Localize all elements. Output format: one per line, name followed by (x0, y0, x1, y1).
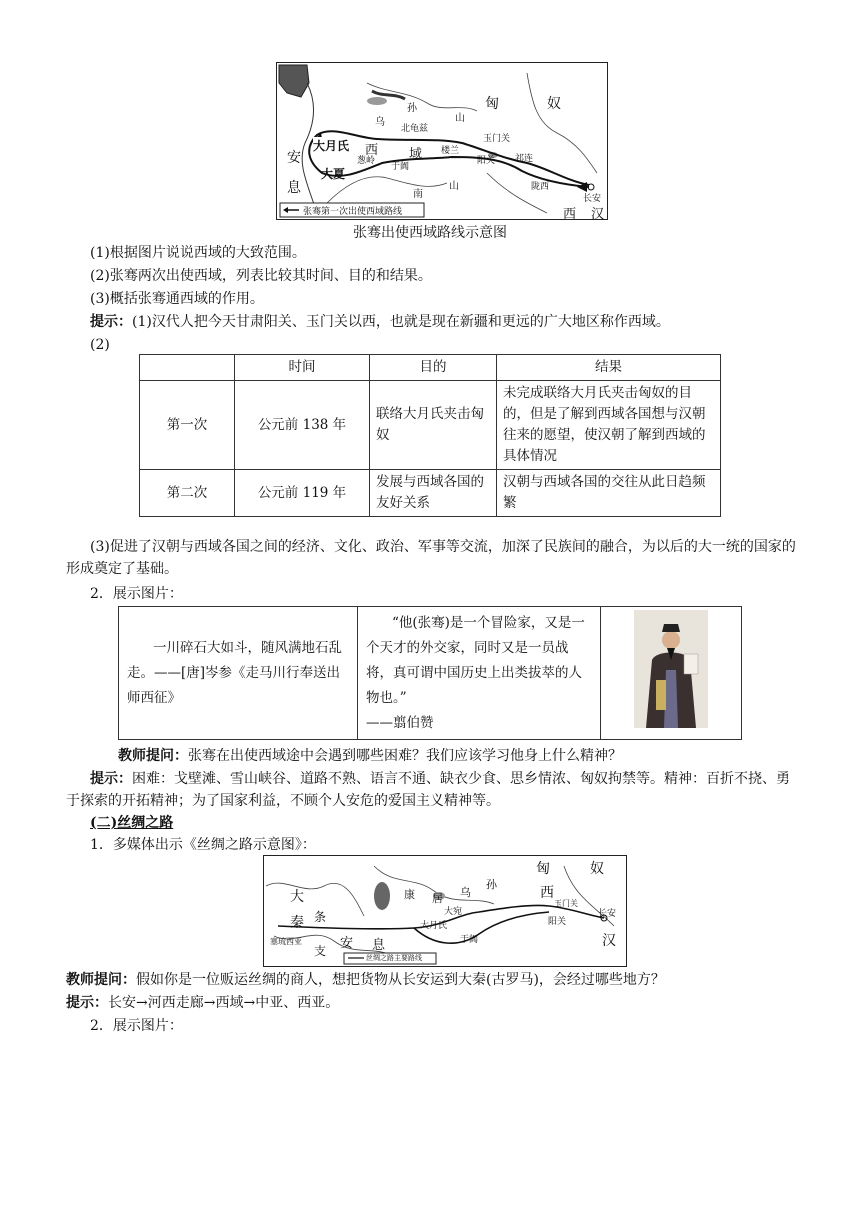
map-label-xiyu: 西 (365, 143, 379, 158)
row-time: 公元前 138 年 (235, 381, 370, 470)
hint-3 (66, 993, 339, 1013)
map-label-wu: 乌 (375, 117, 385, 128)
section-2-heading: 2．展示图片： (90, 586, 183, 602)
hint-2 (66, 768, 796, 812)
map-label-xiongnu-2: 奴 (547, 96, 561, 112)
row-purpose: 联络大月氏夹击匈奴 (370, 381, 497, 470)
map2-label-yumenguan: 玉门关 (554, 899, 578, 908)
map-label-shan-2: 山 (449, 181, 459, 192)
row-time: 公元前 119 年 (235, 470, 370, 517)
quotes-table (118, 606, 742, 740)
section-2b-heading: 2．展示图片： (90, 1018, 183, 1034)
map-label-anxi: 安 (287, 150, 301, 166)
table-row (140, 381, 721, 470)
map2-label-changan: 长安 (598, 909, 617, 919)
map-legend: 张骞第一次出使西域路线 (303, 207, 403, 217)
silk-road-map (263, 855, 627, 967)
map-label-longxi: 陇西 (531, 182, 550, 192)
question-1: (1)根据图片说说西域的大致范围。 (90, 245, 306, 261)
question-2: (2)张骞两次出使西域，列表比较其时间、目的和结果。 (90, 268, 432, 284)
map-label-daxia: 大夏 (321, 167, 346, 181)
hint-label: 提示： (90, 314, 132, 330)
map2-label-xiongnu-2: 奴 (590, 861, 604, 877)
map-label-dayuezhi: 大月氏 (313, 139, 350, 153)
row-name: 第二次 (140, 470, 235, 517)
map2-label-kangju: 康 (404, 888, 415, 901)
table-header: 时间 (235, 355, 370, 381)
portrait-cell (601, 607, 742, 740)
table-header: 结果 (497, 355, 721, 381)
map-label-yutian: 于阗 (391, 162, 410, 172)
map-label-xiyu-2: 域 (409, 147, 423, 162)
quote-cen-shen: 一川碎石大如斗，随风满地石乱走。——[唐]岑参《走马川行奉送出师西征》 (119, 607, 358, 740)
row-result: 汉朝与西域各国的交往从此日趋频繁 (497, 470, 721, 517)
map-label-yangguan: 阳关 (477, 156, 496, 166)
hint-label: 提示： (90, 771, 132, 787)
row-name: 第一次 (140, 381, 235, 470)
teacher-question-label: 教师提问： (118, 748, 188, 764)
map2-label-anxi-2: 息 (372, 938, 386, 953)
quote-text: “他(张骞)是一个冒险家，又是一个天才的外交家，同时又是一员战将，真可谓中国历史上出类拔萃的人物也。” (366, 614, 585, 706)
zhangqian-route-map (276, 62, 608, 220)
map-label-beiqiuci: 北龟兹 (401, 124, 429, 134)
silk-road-title: (二)丝绸之路 (90, 815, 174, 831)
row-purpose: 发展与西域各国的友好关系 (370, 470, 497, 517)
row-result: 未完成联络大月氏夹击匈奴的目的，但是了解到西域各国想与汉朝往来的愿望，使汉朝了解到西域的具体情况 (497, 381, 721, 470)
map2-legend: 丝绸之路主要路线 (366, 954, 422, 962)
hint-text: 长安→河西走廊→西域→中亚、西亚。 (108, 995, 340, 1011)
map2-label-wusun-2: 孙 (486, 878, 497, 891)
map2-label-tiaozhi-2: 支 (314, 944, 327, 958)
teacher-question-label: 教师提问： (66, 972, 136, 988)
map2-label-daqin: 大 (290, 889, 304, 905)
map2-label-dayuan: 大宛 (444, 907, 463, 917)
map-label-loulan: 楼兰 (441, 146, 460, 156)
quote-jian-bozan (358, 607, 601, 740)
table-header: 目的 (370, 355, 497, 381)
map2-label-kangju-2: 居 (432, 892, 443, 905)
teacher-question-text: 假如你是一位贩运丝绸的商人，想把货物从长安运到大秦(古罗马)，会经过哪些地方？ (136, 972, 665, 988)
media-item: 1．多媒体出示《丝绸之路示意图》： (90, 837, 316, 853)
map2-label-han: 汉 (602, 933, 616, 949)
map2-label-yutian: 于阗 (460, 935, 479, 945)
item-2: (2) (90, 337, 110, 353)
map2-label-xi: 西 (540, 885, 554, 901)
hint-label: 提示： (66, 995, 108, 1011)
map2-label-daqin-2: 秦 (290, 915, 304, 931)
quotes-row (119, 607, 742, 740)
map2-label-xiongnu: 匈 (536, 861, 550, 877)
hint-1 (90, 312, 670, 332)
comparison-table (139, 354, 721, 517)
teacher-question-2 (66, 970, 665, 990)
question-3: (3)概括张骞通西域的作用。 (90, 291, 264, 307)
item-3: (3)促进了汉朝与西域各国之间的经济、文化、政治、军事等交流，加深了民族间的融合，为以后的大一统的国家的形成奠定了基础。 (66, 539, 796, 577)
map-label-anxi-2: 息 (287, 180, 301, 196)
map-label-changan: 长安 (583, 194, 602, 204)
map-label-shan: 山 (455, 113, 465, 124)
map2-label-wusun: 乌 (460, 886, 471, 899)
map-label-nan: 南 (413, 189, 423, 200)
map2-label-anxi: 安 (340, 936, 354, 951)
table-header-row (140, 355, 721, 381)
teacher-question-1 (118, 746, 622, 766)
map2-label-yangguan: 阳关 (548, 917, 567, 927)
map-label-xiongnu: 匈 (485, 96, 499, 112)
zhang-qian-portrait (634, 610, 708, 728)
map-label-sun: 孙 (407, 103, 417, 114)
hint-text: (1)汉代人把今天甘肃阳关、玉门关以西，也就是现在新疆和更远的广大地区称作西域。 (132, 314, 670, 330)
map2-label-dayuezhi: 大月氏 (420, 921, 448, 931)
map-caption: 张骞出使西域路线示意图 (353, 225, 507, 241)
map-label-xihan: 西 (563, 207, 577, 222)
teacher-question-text: 张骞在出使西域途中会遇到哪些困难？我们应该学习他身上什么精神？ (188, 748, 622, 764)
map-label-qilian: 祁连 (515, 154, 534, 164)
table-header (140, 355, 235, 381)
map2-label-selejiya: 塞琉西亚 (270, 937, 302, 946)
map-label-yumenguan: 玉门关 (483, 134, 511, 144)
map2-label-tiaozhi: 条 (314, 910, 327, 924)
table-row (140, 470, 721, 517)
map-label-congling: 葱岭 (357, 156, 376, 166)
quote-author: ——翦伯赞 (366, 714, 434, 731)
map-label-xihan-2: 汉 (591, 207, 605, 222)
hint-text: 困难：戈壁滩、雪山峡谷、道路不熟、语言不通、缺衣少食、思乡情浓、匈奴拘禁等。精神：百折不挠、勇于探索的开拓精神；为了国家利益，不顾个人安危的爱国主义精神等。 (66, 771, 790, 809)
